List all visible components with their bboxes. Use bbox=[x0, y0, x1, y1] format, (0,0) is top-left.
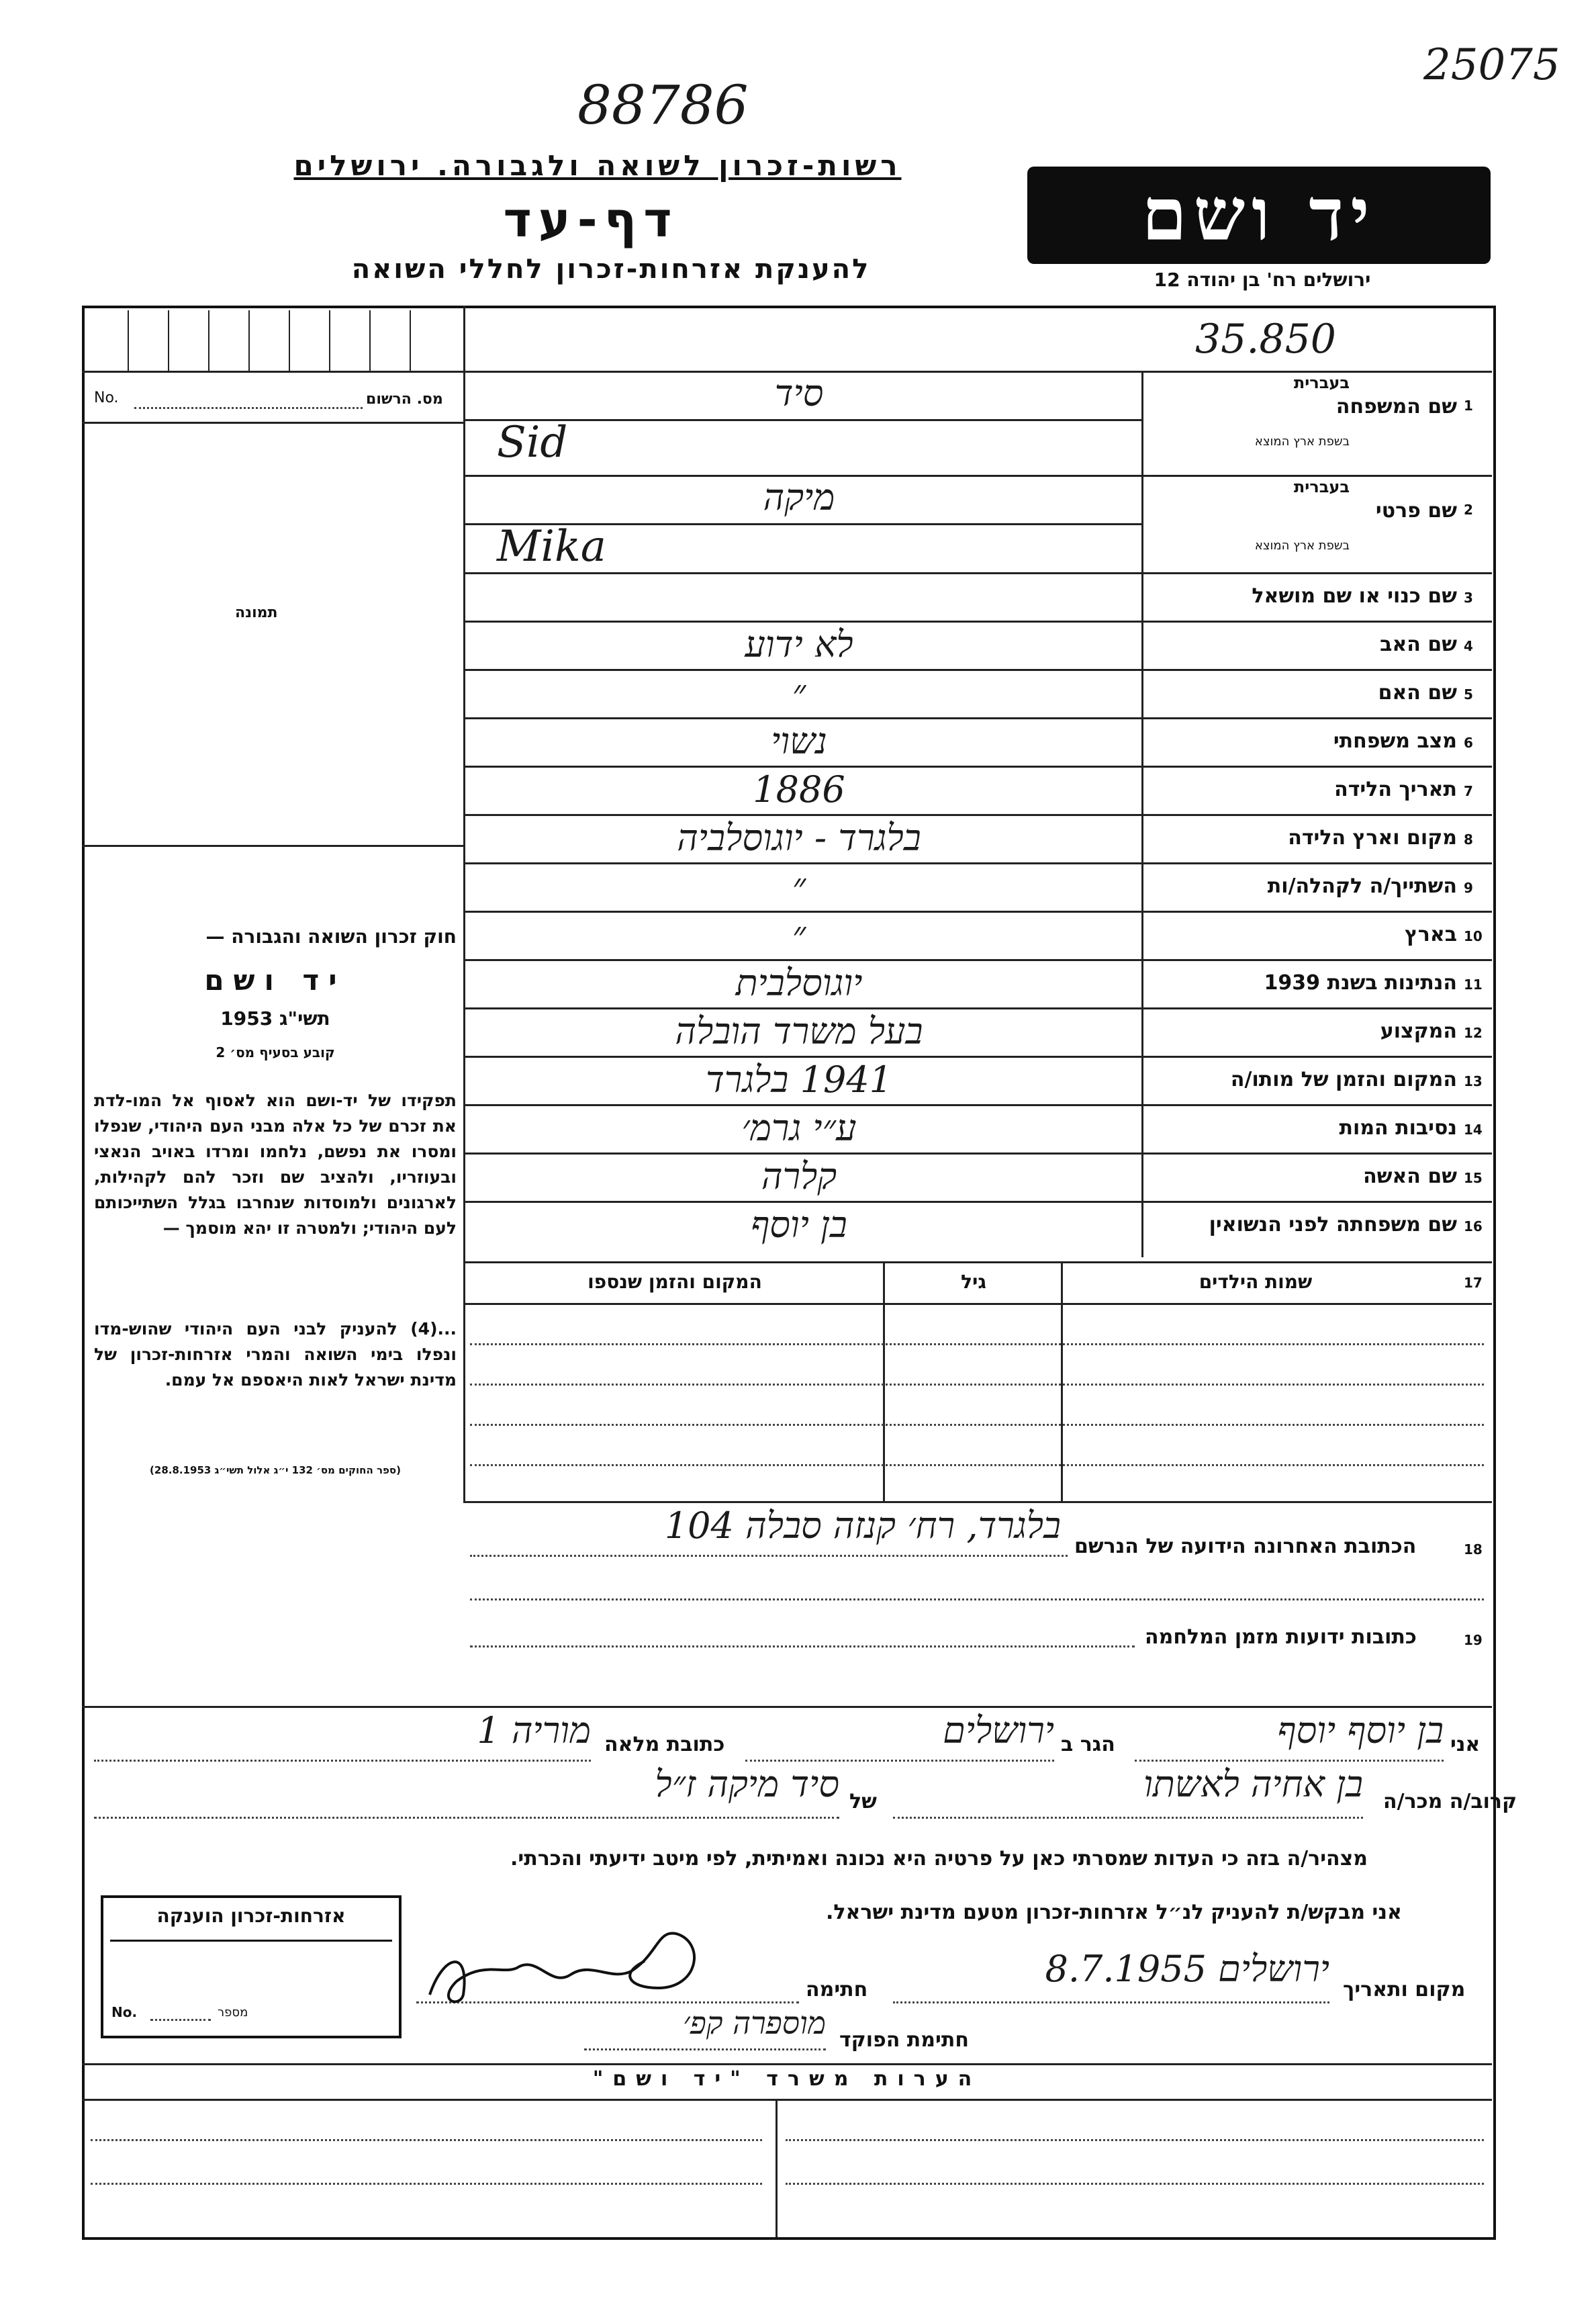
field-14-value: ע״י גרמ׳ bbox=[741, 1107, 857, 1149]
page-number: 25075 bbox=[1423, 40, 1560, 90]
field-num-13: 13 bbox=[1464, 1073, 1483, 1089]
field-num-9: 9 bbox=[1464, 880, 1473, 896]
reg-no-prefix: No. bbox=[94, 390, 119, 406]
field-12-label: המקצוע bbox=[1380, 1020, 1457, 1043]
office-notes-title: הערות משרד "יד ושם" bbox=[592, 2067, 982, 2091]
officer-signature: מוספרה קפ׳ bbox=[683, 2005, 826, 2041]
field-num-17: 17 bbox=[1464, 1275, 1483, 1291]
field-8-value: בלגרד - יוגוסלביה bbox=[677, 817, 921, 859]
field-num-8: 8 bbox=[1464, 831, 1473, 848]
field-num-10: 10 bbox=[1464, 928, 1483, 944]
declarant-relation: בן אחיה לאשתו bbox=[1143, 1763, 1363, 1805]
field-num-16: 16 bbox=[1464, 1218, 1483, 1234]
field-5-value: ״ bbox=[792, 672, 806, 714]
field-1-origin-label: בשפת ארץ המוצא bbox=[1254, 435, 1350, 449]
field-num-2: 2 bbox=[1464, 502, 1473, 518]
field-num-11: 11 bbox=[1464, 977, 1483, 993]
grant-no-prefix: No. bbox=[111, 2004, 138, 2020]
field-6-value: נשוי bbox=[771, 720, 827, 762]
reg-no-label: מס. הרשום bbox=[366, 391, 443, 408]
declarant-signature bbox=[416, 1914, 732, 2015]
field-4-value: לא ידוע bbox=[745, 623, 853, 666]
field-15-label: שם האשה bbox=[1363, 1165, 1457, 1188]
field-num-15: 15 bbox=[1464, 1170, 1483, 1186]
declaration-text: מצהיר/ה בזה כי העדות שמסרתי כאן על פרטיה היא נכונה ואמיתית, לפי מיטב ידיעתי והכרתי. bbox=[510, 1847, 1368, 1870]
field-16-value: בן יוסף bbox=[751, 1204, 847, 1246]
children-names-header: שמות הילדים bbox=[1199, 1271, 1313, 1293]
declarant-address-label: כתובת מלאה bbox=[604, 1733, 725, 1756]
field-10-value: ״ bbox=[792, 913, 806, 956]
signature-label: חתימה bbox=[806, 1978, 868, 2001]
grant-box bbox=[101, 1895, 402, 2038]
declarant-city: ירושלים bbox=[943, 1709, 1054, 1752]
declarant-i-label: אני bbox=[1450, 1733, 1481, 1756]
field-num-14: 14 bbox=[1464, 1122, 1483, 1138]
field-num-19: 19 bbox=[1464, 1632, 1483, 1648]
authority-line: רשות-זכרון לשואה ולגבורה. ירושלים bbox=[293, 149, 902, 182]
officer-label: חתימת הפוקד bbox=[839, 2028, 969, 2052]
field-10-label: בארץ bbox=[1404, 923, 1457, 946]
declarant-name: בן יוסף יוסף bbox=[1277, 1709, 1444, 1752]
field-num-4: 4 bbox=[1464, 638, 1473, 654]
field-num-6: 6 bbox=[1464, 735, 1473, 751]
law-reference: (ספר החוקים מס׳ 132 י״ג אלול תשי״ג 28.8.1953) bbox=[150, 1464, 401, 1476]
field-num-3: 3 bbox=[1464, 590, 1473, 606]
declarant-lives-label: הגר ב bbox=[1061, 1733, 1115, 1756]
field-2-hebrew-value: מיקה bbox=[763, 476, 835, 518]
children-place-header: המקום והזמן שנספו bbox=[588, 1271, 762, 1293]
field-1-label: שם המשפחה bbox=[1335, 395, 1457, 418]
file-number: 88786 bbox=[577, 74, 749, 136]
field-13-value: 1941 בלגרד bbox=[705, 1058, 893, 1101]
logo-text: יד ושם bbox=[1141, 173, 1376, 257]
field-num-7: 7 bbox=[1464, 783, 1473, 799]
yad-vashem-logo bbox=[1027, 167, 1491, 264]
field-2-hebrew-label: בעברית bbox=[1293, 478, 1350, 496]
declarant-of-label: של bbox=[849, 1790, 877, 1813]
field-3-label: שם כנוי או שם מושאל bbox=[1252, 584, 1457, 608]
grant-box-title: אזרחות-זכרון הוענקה bbox=[156, 1905, 346, 1927]
field-11-value: יוגוסלבית bbox=[735, 962, 863, 1004]
field-9-value: ״ bbox=[792, 865, 806, 907]
law-name: יד ושם bbox=[204, 964, 346, 997]
field-19-label: כתובות ידועות מזמן המלחמה bbox=[1145, 1625, 1417, 1649]
declarant-of-name: סיד מיקה ז״ל bbox=[655, 1763, 839, 1805]
field-1-hebrew-label: בעברית bbox=[1293, 373, 1350, 392]
declarant-address: מוריה 1 bbox=[477, 1709, 591, 1752]
field-num-5: 5 bbox=[1464, 686, 1473, 703]
field-12-value: בעל משרד הובלה bbox=[675, 1010, 923, 1052]
office-address: ירושלים רח' בן יהודה 12 bbox=[1154, 269, 1371, 291]
field-18-value: בלגרד, רח׳ קנזה סבלה 104 bbox=[664, 1504, 1061, 1547]
field-16-label: שם משפחתה לפני הנשואין bbox=[1209, 1213, 1457, 1236]
field-15-value: קלרה bbox=[761, 1155, 837, 1197]
form-subtitle: להענקת אזרחות-זכרון לחללי השואה bbox=[351, 254, 871, 285]
law-section: קובע בסעיף מס׳ 2 bbox=[216, 1044, 335, 1060]
field-1-origin-value: Sid bbox=[497, 418, 568, 467]
field-9-label: השתייך/ה לקהלה/ות bbox=[1267, 874, 1457, 898]
field-2-label: שם פרטי bbox=[1375, 499, 1457, 523]
law-text-2: ...(4) להעניק לבני העם היהודי שהוש-מדו ונפלו בימי השואה והמרי אזרחות-זכרון של מדינת ישראל לאות היאספם אל עמם. bbox=[94, 1319, 457, 1390]
field-11-label: הנתינות בשנת 1939 bbox=[1264, 971, 1457, 995]
declarant-relation-label: קרוב/ה מכר/ה bbox=[1383, 1790, 1517, 1813]
children-age-header: גיל bbox=[961, 1271, 986, 1293]
field-4-label: שם האב bbox=[1380, 633, 1457, 656]
grant-no-label: מספר bbox=[218, 2005, 248, 2020]
photo-label: תמונה bbox=[235, 604, 278, 621]
law-text-1: תפקידו של יד-ושם הוא לאסוף אל המו-לדת את זכרם של כל אלה מבני העם היהודי, שנפלו ומסרו את נפשם, נלחמו ומרדו באויב הנאצי ובעוזריו, ולהציב שם וזכר להם לקהילות, לארגונים ולמוסדות שנחרבו בגלל השתייכותם לעם היהודי; ולמטרה זו יהא מוסמך — bbox=[94, 1091, 457, 1238]
field-num-18: 18 bbox=[1464, 1541, 1483, 1557]
field-14-label: נסיבות המות bbox=[1339, 1116, 1457, 1140]
form-title: דף-עד bbox=[503, 191, 679, 248]
place-date-value: ירושלים 8.7.1955 bbox=[1045, 1948, 1329, 1990]
field-num-12: 12 bbox=[1464, 1025, 1483, 1041]
law-year: תשי"ג 1953 bbox=[220, 1007, 330, 1030]
registration-number: 35.850 bbox=[1195, 316, 1336, 363]
field-7-value: 1886 bbox=[753, 768, 845, 811]
request-text: אני מבקש/ת להעניק לנ״ל אזרחות-זכרון מטעם מדינת ישראל. bbox=[826, 1901, 1402, 1924]
field-8-label: מקום וארץ הלידה bbox=[1288, 826, 1457, 850]
left-panel-divider bbox=[463, 306, 465, 1501]
field-18-label: הכתובת האחרונה הידועה של הנרשם bbox=[1074, 1535, 1417, 1558]
field-6-label: מצב משפחתי bbox=[1333, 729, 1457, 753]
field-2-origin-value: Mika bbox=[497, 522, 606, 572]
field-1-hebrew-value: סיד bbox=[774, 372, 824, 414]
field-num-1: 1 bbox=[1464, 398, 1473, 414]
field-7-label: תאריך הלידה bbox=[1334, 778, 1457, 801]
field-5-label: שם האם bbox=[1378, 681, 1457, 705]
field-13-label: המקום והזמן של מותו/ה bbox=[1230, 1068, 1457, 1091]
field-2-origin-label: בשפת ארץ המוצא bbox=[1254, 539, 1350, 553]
place-date-label: מקום ותאריך bbox=[1343, 1978, 1466, 2001]
law-title: חוק זכרון השואה והגבורה — bbox=[205, 925, 457, 948]
